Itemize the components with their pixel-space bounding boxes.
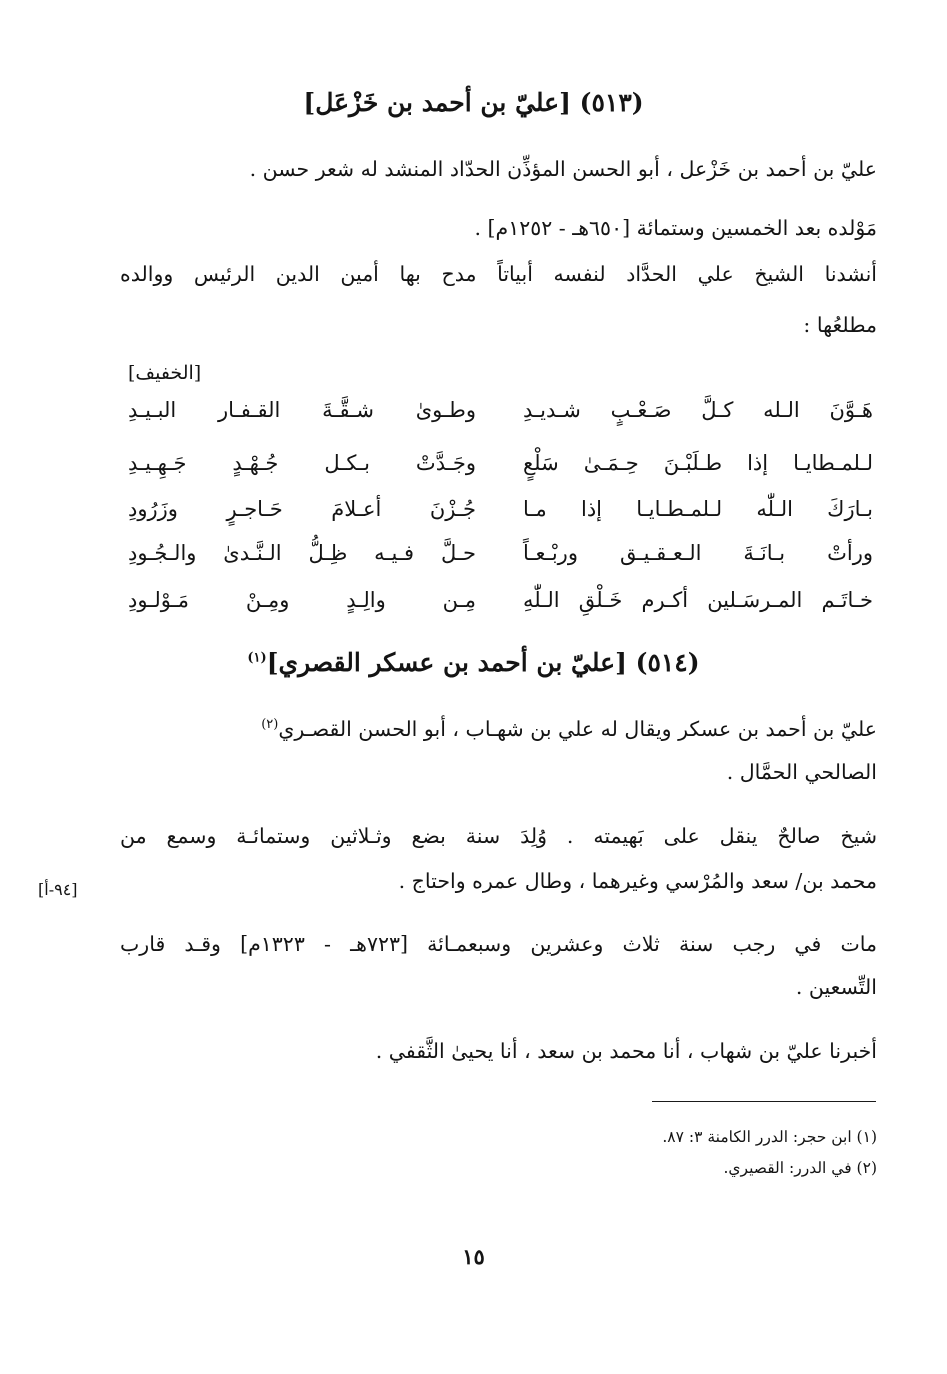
- verse-4-second-hemistich: حـلَّ فـيـه ظِـلُّ الـنَّـدىٰ والـجُـودِ: [128, 541, 476, 565]
- verse-1-second-hemistich: وطـوىٰ شـقَّـةَ القـفـار البـيـدِ: [128, 398, 476, 422]
- manuscript-folio-marker: [٩٤-أ]: [38, 880, 78, 899]
- verse-1: [0, 398, 947, 438]
- entry-513-paragraph-3-line-2: مطلعُها :: [803, 313, 877, 337]
- footnote-ref-1: (١): [247, 650, 267, 666]
- verse-3: [0, 497, 947, 537]
- entry-514-paragraph-3-line-2: التِّسعين .: [795, 975, 877, 999]
- footnote-separator: [652, 1101, 876, 1102]
- verse-2-first-hemistich: لـلمـطايـا إذا طـلَبْـنَ حِـمَـىٰ سَلْعٍ: [523, 451, 873, 475]
- verse-1-first-hemistich: هَـوَّنَ الـله كـلَّ صَـعْـبٍ شـديـدِ: [523, 398, 873, 422]
- entry-514-paragraph-1-line-1: [120, 717, 877, 741]
- entry-514-paragraph-2-line-1: شيخ صالحٌ ينقل على بَهيمته . وُلِدَ سنة بضع وثـلاثين وستمائـة وسمع من: [120, 824, 877, 848]
- entry-514-heading: [140, 648, 807, 677]
- entry-514-paragraph-2-line-2: محمد بن/ سعد والمُرْسي وغيرهما ، وطال عمره واحتاج .: [398, 869, 877, 893]
- verse-5: [0, 588, 947, 628]
- entry-514-paragraph-1-line-2: الصالحي الحمَّال .: [726, 760, 877, 784]
- entry-513-heading: (٥١٣) [عليّ بن أحمد بن خَزْعَل]: [303, 88, 644, 117]
- footnote-ref-2: (٢): [261, 717, 279, 733]
- verse-3-second-hemistich: جُـزْنَ أعـلامَ حَـاجـرٍ وزَرُودِ: [128, 497, 476, 521]
- entry-513-paragraph-3-line-1: أنشدنا الشيخ علي الحدَّاد لنفسه أبياتاً مدح بها أمين الدين الرئيس ووالده: [120, 262, 877, 286]
- entry-513-paragraph-1: عليّ بن أحمد بن خَزْعل ، أبو الحسن المؤذِّن الحدّاد المنشد له شعر حسن .: [249, 157, 877, 181]
- footnote-2: (٢) في الدرر: القصيري.: [723, 1159, 877, 1177]
- entry-513-paragraph-2: مَوْلده بعد الخمسين وستمائة [٦٥٠هـ - ١٢٥٢م] .: [474, 216, 877, 240]
- poem-meter-label: [الخفيف]: [128, 362, 202, 384]
- verse-5-second-hemistich: مِـن والِـدٍ ومِـنْ مَـوْلـودِ: [128, 588, 476, 612]
- entry-514-heading-text: (٥١٤) [عليّ بن أحمد بن عسكر القصري]: [266, 648, 700, 677]
- verse-4-first-hemistich: ورأتْ بـانَـةَ الـعـقـيـق وربْـعـاً: [523, 541, 873, 565]
- verse-3-first-hemistich: بـارَكَ الـلّٰه لـلمـطـايـا إذا مـا: [523, 497, 873, 521]
- entry-514-paragraph-1-text: عليّ بن أحمد بن عسكر ويقال له علي بن شهـاب ، أبو الحسن القصـري: [278, 717, 877, 741]
- entry-514-paragraph-4: أخبرنا عليّ بن شهاب ، أنا محمد بن سعد ، أنا يحيىٰ الثَّقفي .: [375, 1039, 877, 1063]
- verse-4: [0, 541, 947, 581]
- footnote-1: (١) ابن حجر: الدرر الكامنة ٣: ٨٧.: [662, 1128, 877, 1146]
- entry-514-paragraph-3-line-1: مات في رجب سنة ثلاث وعشرين وسبعمـائة [٧٢٣هـ - ١٣٢٣م] وقـد قارب: [120, 932, 878, 956]
- page-number: ١٥: [462, 1244, 485, 1269]
- verse-2: [0, 451, 947, 491]
- verse-2-second-hemistich: وجَـدَّتْ بـكـل جُـهْـدٍ جَـهِـيـدِ: [128, 451, 476, 475]
- verse-5-first-hemistich: خـاتَـم المـرسَـلين أكـرم خَـلْقِ الـلّٰهِ: [523, 588, 873, 612]
